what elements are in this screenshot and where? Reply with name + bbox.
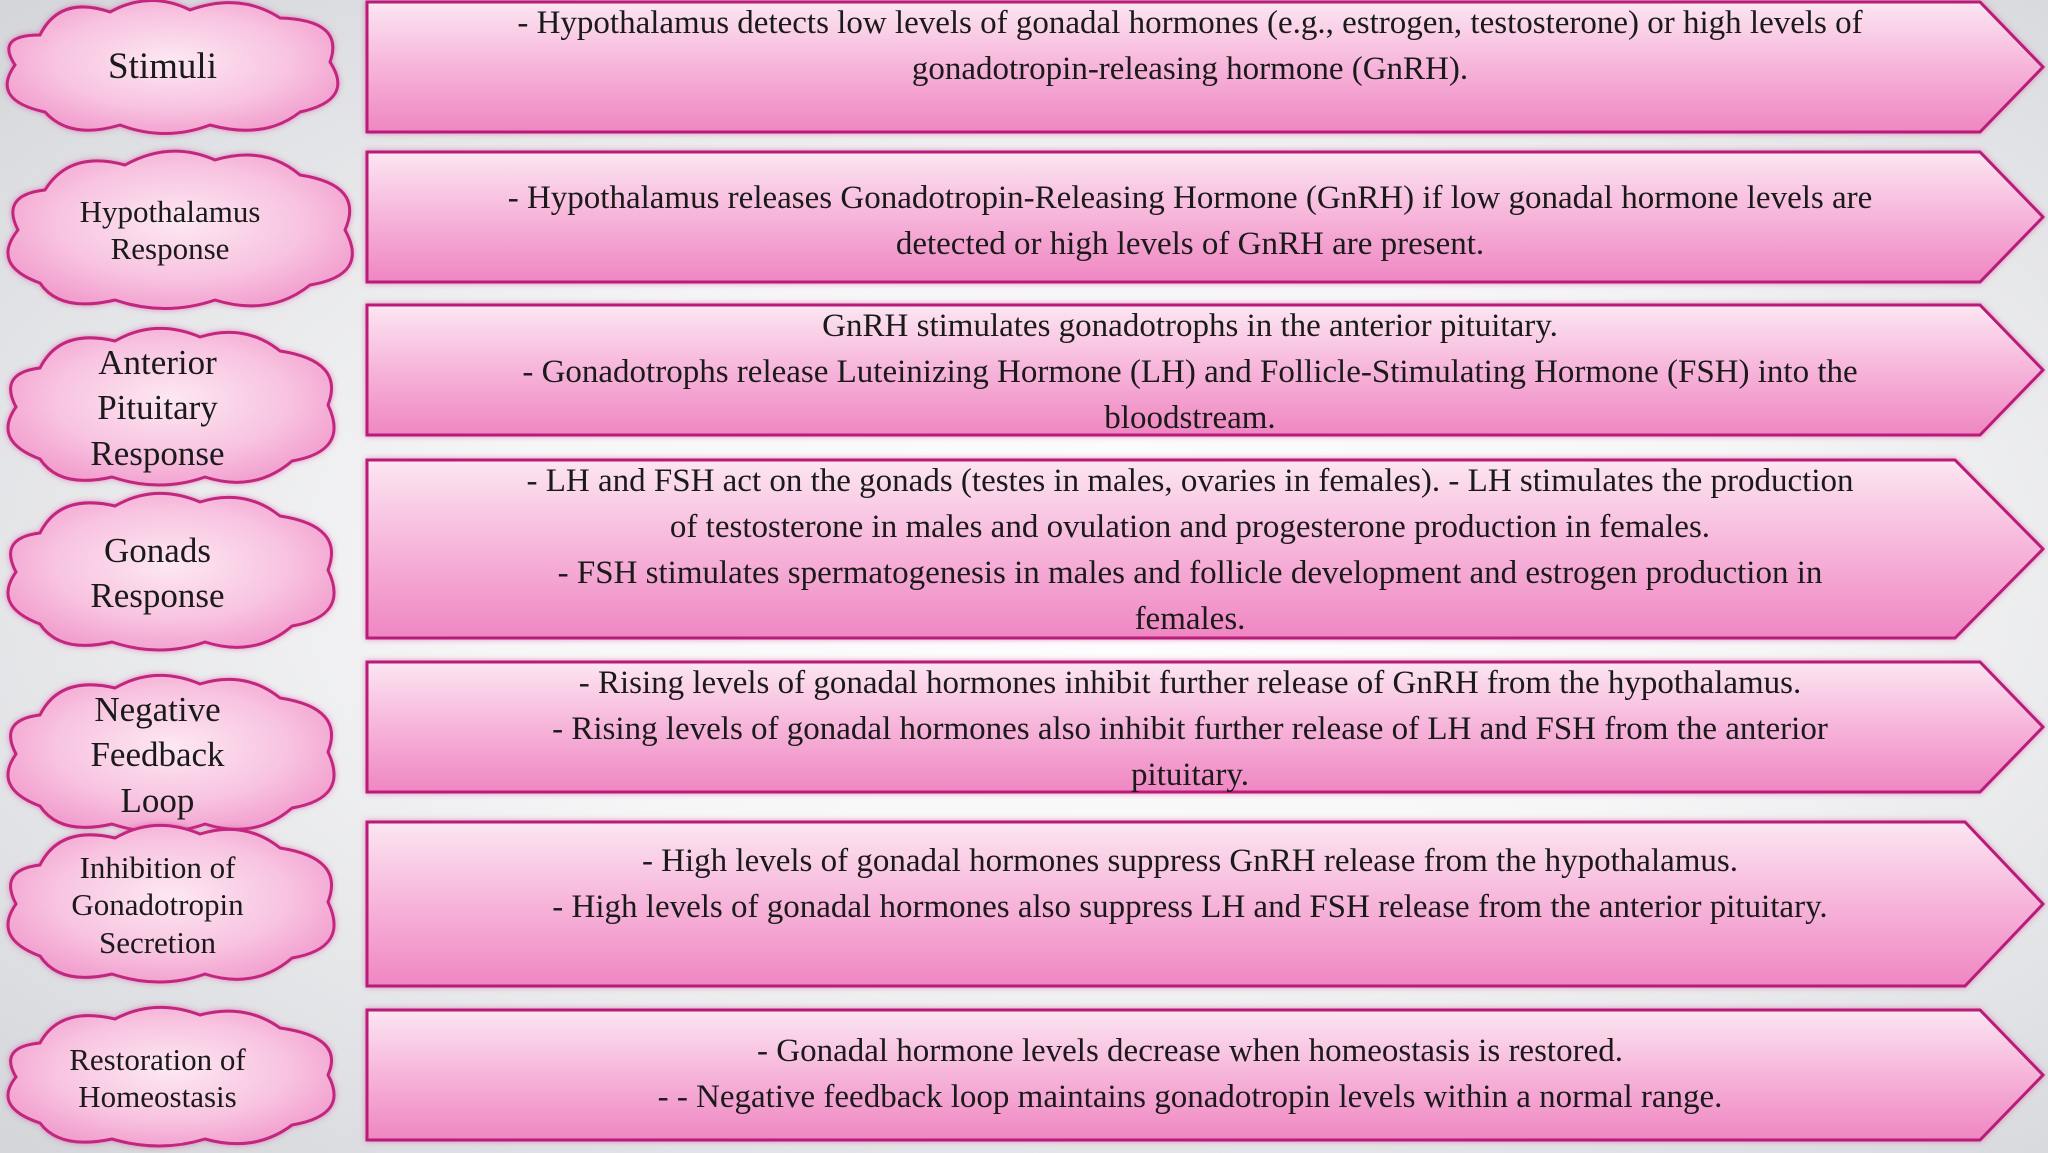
step-description: - Hypothalamus releases Gonadotropin-Releasing Hormone (GnRH) if low gonadal hormone levels are detected or high levels of GnRH are present. [507,180,1873,262]
step-gonads-response [0,458,2048,640]
arrow-box [365,820,2045,988]
step-label: Hypothalamus Response [79,193,261,266]
step-negative-feedback-loop [0,660,2048,820]
step-description: - High levels of gonadal hormones suppress GnRH release from the hypothalamus. - High levels of gonadal hormones also suppress LH and FSH release from the anterior pituitary. [552,843,1828,925]
arrow-box [365,660,2045,795]
cloud-shape [0,145,370,315]
step-inhibition-of-gonadotropin-secretion [0,820,2048,988]
step-description: - Hypothalamus detects low levels of gonadal hormones (e.g., estrogen, testosterone) or high levels of gonadotropin-releasing hormone (GnRH). [517,5,1863,87]
arrow-box [365,458,2045,640]
step-label: Stimuli [108,46,217,88]
step-restoration-of-homeostasis [0,1008,2048,1143]
step-label: Anterior Pituitary Response [90,342,225,473]
step-description: GnRH stimulates gonadotrophs in the anterior pituitary. - Gonadotrophs release Luteinizing Hormone (LH) and Follicle-Stimulating Hormone (FSH) into the bloodstream. [522,308,1858,436]
arrow-box [365,1008,2045,1143]
step-label: Inhibition of Gonadotropin Secretion [71,850,244,960]
step-label: Negative Feedback Loop [90,689,225,820]
cloud-shape [0,820,350,990]
step-stimuli [0,0,2048,135]
cloud-shape [0,670,350,840]
arrow-box [365,150,2045,285]
step-description: - LH and FSH act on the gonads (testes in males, ovaries in females). - LH stimulates the production of testosterone in males and ovulation and progesterone production in females. - FSH stimulates spermatogenesis in males and follicle development and estrogen production in females. [526,463,1854,637]
arrow-box [365,303,2045,437]
step-label: Restoration of Homeostasis [69,1041,246,1114]
cloud-shape [0,488,350,658]
step-anterior-pituitary-response [0,303,2048,473]
cloud-shape [0,1003,350,1153]
step-description: - Rising levels of gonadal hormones inhibit further release of GnRH from the hypothalamus. - Rising levels of gonadal hormones also inhibit further release of LH and FSH from the anterior pituitary. [552,665,1828,793]
step-label: Gonads Response [90,530,225,615]
arrow-box [365,0,2045,135]
step-hypothalamus-response [0,150,2048,285]
step-description: - Gonadal hormone levels decrease when homeostasis is restored. - - Negative feedback loop maintains gonadotropin levels within a normal range. [657,1033,1723,1115]
cloud-shape [0,0,355,135]
